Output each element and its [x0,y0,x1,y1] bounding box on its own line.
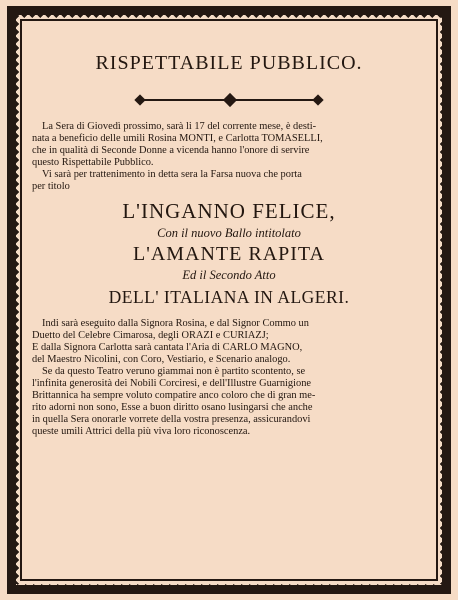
closing-line: Se da questo Teatro veruno giammai non è partito scontento, se [42,366,306,377]
ballo-intro: Con il nuovo Ballo intitolato [157,226,301,240]
closing-line: Brittannica ha sempre voluto compatire anco coloro che di gran me- [32,390,316,401]
ornament-diamond-right [312,94,323,105]
opera-title: DELL' ITALIANA IN ALGERI. [108,287,350,307]
ornament-diamond-center [223,93,237,107]
closing-paragraph [32,318,426,438]
intro-line: nata a beneficio delle umili Rosina MONTI, e Carlotta TOMASELLI, [32,133,323,144]
intro-paragraph [32,121,426,193]
farsa-title: L'INGANNO FELICE, [122,199,336,223]
ballo-title: L'AMANTE RAPITA [133,243,325,265]
closing-line: Indi sarà eseguito dalla Signora Rosina, e dal Signor Commo un [42,318,309,329]
closing-line: in quella Sera onorarle vorrete della vostra presenza, assicurandovi [32,414,311,425]
intro-line: Vi sarà per trattenimento in detta sera la Farsa nuova che porta [42,169,302,180]
zigzag-border-right [438,16,444,584]
intro-line: per titolo [32,181,70,192]
closing-line: E dalla Signora Carlotta sarà cantata l'Aria di CARLO MAGNO, [32,342,303,353]
closing-line: l'infinita generosità dei Nobili Corciresi, e dell'Illustre Guarnigione [32,378,312,389]
zigzag-border-bottom [16,582,442,588]
ornament-divider [32,95,426,105]
intro-line: che in qualità di Seconde Donne a vicenda hanno l'onore di servire [32,145,310,156]
closing-line: Duetto del Celebre Cimarosa, degli ORAZI e CURIAZJ; [32,330,269,341]
second-act-line: Ed il Secondo Atto [182,268,276,282]
poster-content [32,30,426,438]
poster-title: RISPETTABILE PUBBLICO. [95,52,363,74]
intro-line: questo Rispettabile Pubblico. [32,157,154,168]
intro-line: La Sera di Giovedì prossimo, sarà li 17 del corrente mese, è desti- [42,121,317,132]
closing-line: rito adorni non sono, Esse a buon diritto osano lusingarsi che anche [32,402,313,413]
closing-line: queste umili Attrici della più viva loro riconoscenza. [32,426,251,437]
closing-line: del Maestro Nicolini, con Coro, Vestiario, e Scenario analogo. [32,354,291,365]
